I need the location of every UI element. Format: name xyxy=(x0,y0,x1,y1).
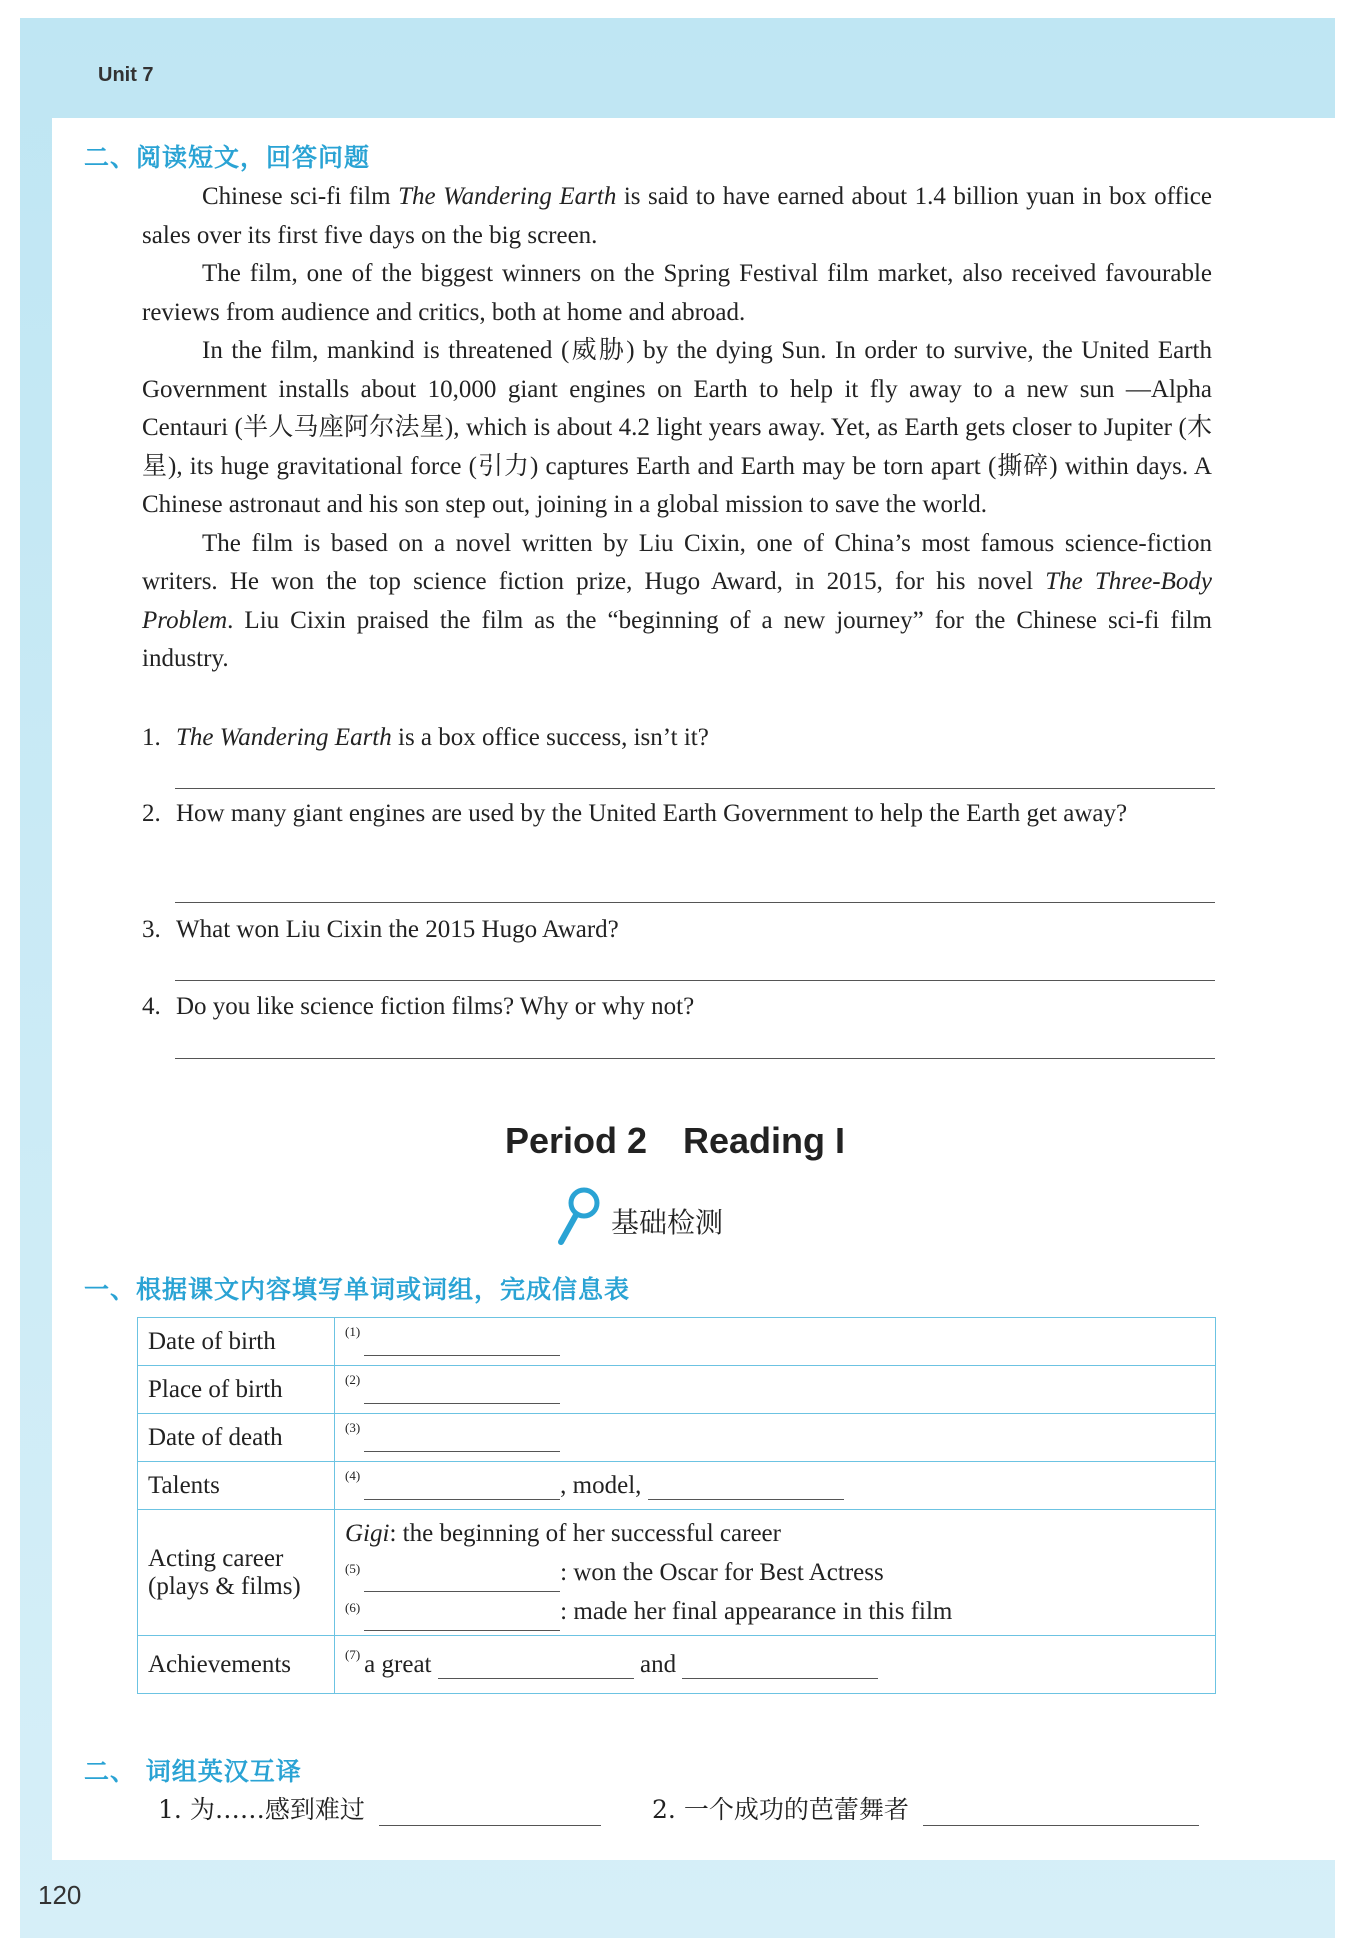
blank-4b[interactable] xyxy=(648,1475,844,1500)
reading-article xyxy=(142,178,1212,679)
paragraph-2: The film, one of the biggest winners on the Spring Festival film market, also received favourable reviews from audience and critics, both at home and abroad. xyxy=(142,260,1212,326)
blank-6[interactable] xyxy=(364,1606,560,1631)
answer-cell: $^{(4)}$ , model, xyxy=(335,1462,1216,1510)
row-label: Achievements xyxy=(138,1636,335,1694)
row-label: Acting career (plays & films) xyxy=(138,1510,335,1636)
answer-line-2[interactable] xyxy=(175,902,1215,903)
blank-1[interactable] xyxy=(364,1331,560,1356)
blank-7a[interactable] xyxy=(438,1654,634,1679)
answer-line-3[interactable] xyxy=(175,980,1215,981)
answer-cell: $^{(7)}$ a great and xyxy=(335,1636,1216,1694)
blank-4a[interactable] xyxy=(364,1475,560,1500)
unit-label: Unit 7 xyxy=(98,64,154,86)
row-label: Place of birth xyxy=(138,1366,335,1414)
question-4: 4. Do you like science fiction films? Why or why not? xyxy=(142,993,695,1020)
magnifier-icon xyxy=(555,1185,605,1247)
blank-3[interactable] xyxy=(364,1427,560,1452)
info-table xyxy=(137,1317,1216,1694)
blank-7b[interactable] xyxy=(682,1654,878,1679)
blank-2[interactable] xyxy=(364,1379,560,1404)
row-label: Date of birth xyxy=(138,1318,335,1366)
answer-line-1[interactable] xyxy=(175,788,1215,789)
page-number: 120 xyxy=(38,1880,82,1910)
period-title: Period 2 Reading I xyxy=(504,1120,846,1161)
paragraph-3: In the film, mankind is threatened (威胁) by the dying Sun. In order to survive, the United Earth Government installs about 10,000 giant engines on Earth to help it fly away to a new sun —Alpha Centauri (半人马座阿尔法星), which is about 4.2 light years away. Yet, as Earth gets closer to Jupiter (木星), its huge gravitational force (引力) captures Earth and Earth may be torn apart (撕碎) within days. A Chinese astronaut and his son step out, joining in a global mission to save the world. xyxy=(142,337,1212,518)
question-1: 1. The Wandering Earth is a box office success, isn’t it? xyxy=(142,724,709,751)
answer-line-4[interactable] xyxy=(175,1058,1215,1059)
question-2: 2. How many giant engines are used by the United Earth Government to help the Earth get away? xyxy=(142,800,1128,827)
table-row xyxy=(138,1318,1216,1366)
answer-cell: Gigi: the beginning of her successful career $^{(5)}$ : won the Oscar for Best Actress $^{(6)}$ : made her final appearance in this film xyxy=(335,1510,1216,1636)
blank-5[interactable] xyxy=(364,1567,560,1592)
paragraph-1: Chinese sci-fi film The Wandering Earth is said to have earned about 1.4 billion yuan in box office sales over its first five days on the big screen. xyxy=(142,183,1212,249)
reading-section-heading: 二、阅读短文，回答问题 xyxy=(84,143,371,172)
table-row xyxy=(138,1414,1216,1462)
answer-cell: (1) xyxy=(335,1318,1216,1366)
basic-check-label: 基础检测 xyxy=(611,1206,724,1239)
answer-cell: (3) xyxy=(335,1414,1216,1462)
table-row xyxy=(138,1366,1216,1414)
translation-item-1: 1. 为……感到难过 xyxy=(158,1790,601,1826)
translation-section-heading: 二、 词组英汉互译 xyxy=(84,1757,302,1786)
basic-check-heading xyxy=(555,1185,724,1245)
translation-blank-2[interactable] xyxy=(923,1801,1199,1826)
table-row xyxy=(138,1510,1216,1636)
info-section-heading: 一、根据课文内容填写单词或词组，完成信息表 xyxy=(84,1275,631,1304)
translation-item-2: 2. 一个成功的芭蕾舞者 xyxy=(652,1790,1199,1826)
row-label: Talents xyxy=(138,1462,335,1510)
answer-cell: (2) xyxy=(335,1366,1216,1414)
translation-blank-1[interactable] xyxy=(379,1801,601,1826)
row-label: Date of death xyxy=(138,1414,335,1462)
question-3: 3. What won Liu Cixin the 2015 Hugo Award? xyxy=(142,916,619,943)
table-row xyxy=(138,1462,1216,1510)
table-row xyxy=(138,1636,1216,1694)
paragraph-4: The film is based on a novel written by Liu Cixin, one of China’s most famous science-fiction writers. He won the top science fiction prize, Hugo Award, in 2015, for his novel The Three-Body Problem. Liu Cixin praised the film as the “beginning of a new journey” for the Chinese sci-fi film industry. xyxy=(142,529,1212,672)
